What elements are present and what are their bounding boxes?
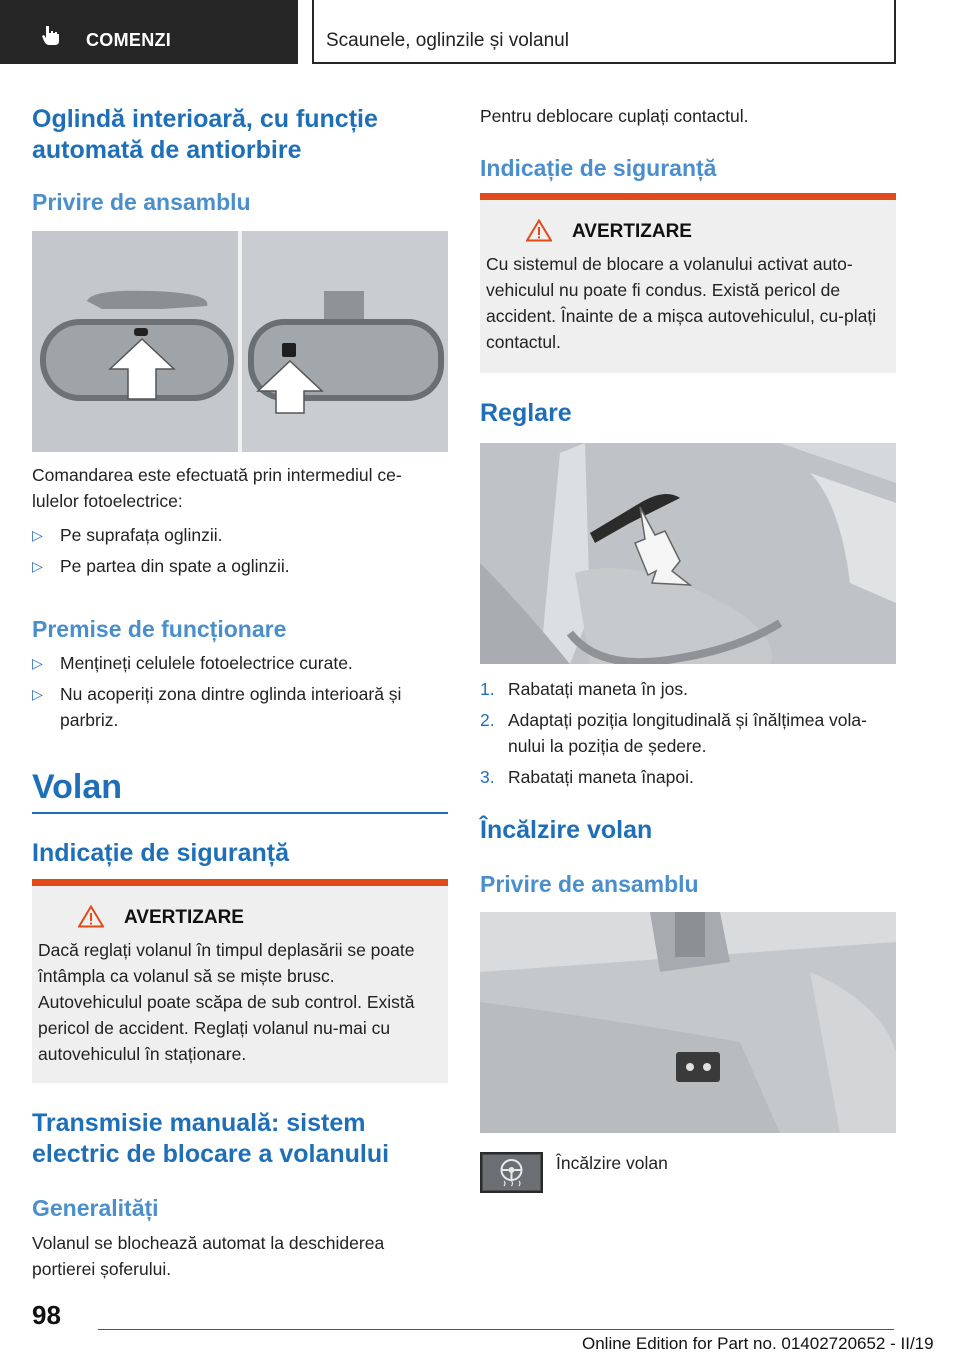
step-number: 1. (480, 679, 495, 699)
steering-wheel-heating-icon (482, 1154, 541, 1191)
general-heading: Generalități (32, 1195, 159, 1221)
step-number: 2. (480, 710, 495, 730)
section-divider (32, 812, 448, 814)
hand-pointer-icon (40, 24, 62, 46)
step-item (480, 707, 896, 759)
unlock-text: Pentru deblocare cuplați contactul. (480, 106, 749, 126)
safety-heading: Indicație de siguranță (32, 839, 290, 867)
step-text: Rabatați maneta în jos. (508, 679, 688, 699)
bullet-text: Pe partea din spate a oglinzii. (60, 556, 290, 576)
edition-text: Online Edition for Part no. 01402720652 - II/19 (582, 1334, 934, 1353)
chapter-label: Scaunele, oglinzile și volanul (326, 30, 569, 51)
general-text: Volanul se blochează automat la deschiderea portierei șoferului. (32, 1233, 385, 1279)
bullet-item (32, 681, 448, 733)
heating-button-photo (480, 912, 896, 1133)
heating-title: Încălzire volan (480, 816, 653, 844)
bullet-item (32, 650, 448, 676)
footer-rule (98, 1329, 894, 1330)
triangle-bullet-icon: ▷ (32, 655, 43, 671)
step-item (480, 764, 896, 790)
adjust-title: Reglare (480, 399, 572, 427)
warning-box (480, 193, 896, 373)
overview-heading: Privire de ansamblu (32, 189, 251, 215)
triangle-bullet-icon: ▷ (32, 686, 43, 702)
heating-button-image (480, 1152, 543, 1193)
bullet-text: Mențineți celulele fotoelectrice curate. (60, 653, 353, 673)
triangle-bullet-icon: ▷ (32, 558, 43, 574)
warning-title: AVERTIZARE (572, 221, 692, 242)
warning-bar (32, 879, 448, 886)
photo-caption: Comandarea este efectuată prin intermediul ce-lulelor fotoelectrice: (32, 465, 402, 511)
page-number: 98 (32, 1300, 61, 1330)
triangle-bullet-icon: ▷ (32, 527, 43, 543)
header-section-tab (0, 0, 298, 64)
warning-text: Cu sistemul de blocare a volanului activat auto-vehiculul nu poate fi condus. Există pericol de accident. Înainte de a mișca autovehiculul, cu-plați contactul. (486, 254, 877, 352)
right-safety-heading: Indicație de siguranță (480, 155, 717, 181)
bullet-item (32, 522, 448, 548)
warning-triangle-icon (78, 905, 104, 928)
steering-lever-photo (480, 443, 896, 664)
volan-title: Volan (32, 768, 123, 806)
header-chapter-box (312, 0, 896, 64)
warning-bar (480, 193, 896, 200)
heating-label: Încălzire volan (556, 1153, 668, 1173)
heating-overview-heading: Privire de ansamblu (480, 871, 699, 897)
mirror-photo (32, 231, 448, 452)
step-text: Rabatați maneta înapoi. (508, 767, 694, 787)
premise-heading: Premise de funcționare (32, 616, 287, 642)
manual-title: Transmisie manuală: sistem electric de blocare a volanului (32, 1109, 390, 1168)
section-label: COMENZI (86, 30, 172, 50)
mirror-title: Oglindă interioară, cu funcție automată de antiorbire (32, 105, 378, 164)
step-text: Adaptați poziția longitudinală și înălțimea vola-nului la poziția de ședere. (508, 710, 867, 756)
warning-box (32, 879, 448, 1083)
step-item (480, 676, 896, 702)
bullet-text: Pe suprafața oglinzii. (60, 525, 223, 545)
warning-title: AVERTIZARE (124, 907, 244, 928)
warning-triangle-icon (526, 219, 552, 242)
warning-text: Dacă reglați volanul în timpul deplasării se poate întâmpla ca volanul să se miște brusc. Autovehiculul poate scăpa de sub control. Există pericol de accident. Reglați volanul nu-mai cu autovehiculul în staționare. (38, 940, 415, 1064)
bullet-item (32, 553, 448, 579)
bullet-text: Nu acoperiți zona dintre oglinda interioară și parbriz. (60, 684, 402, 730)
step-number: 3. (480, 767, 495, 787)
